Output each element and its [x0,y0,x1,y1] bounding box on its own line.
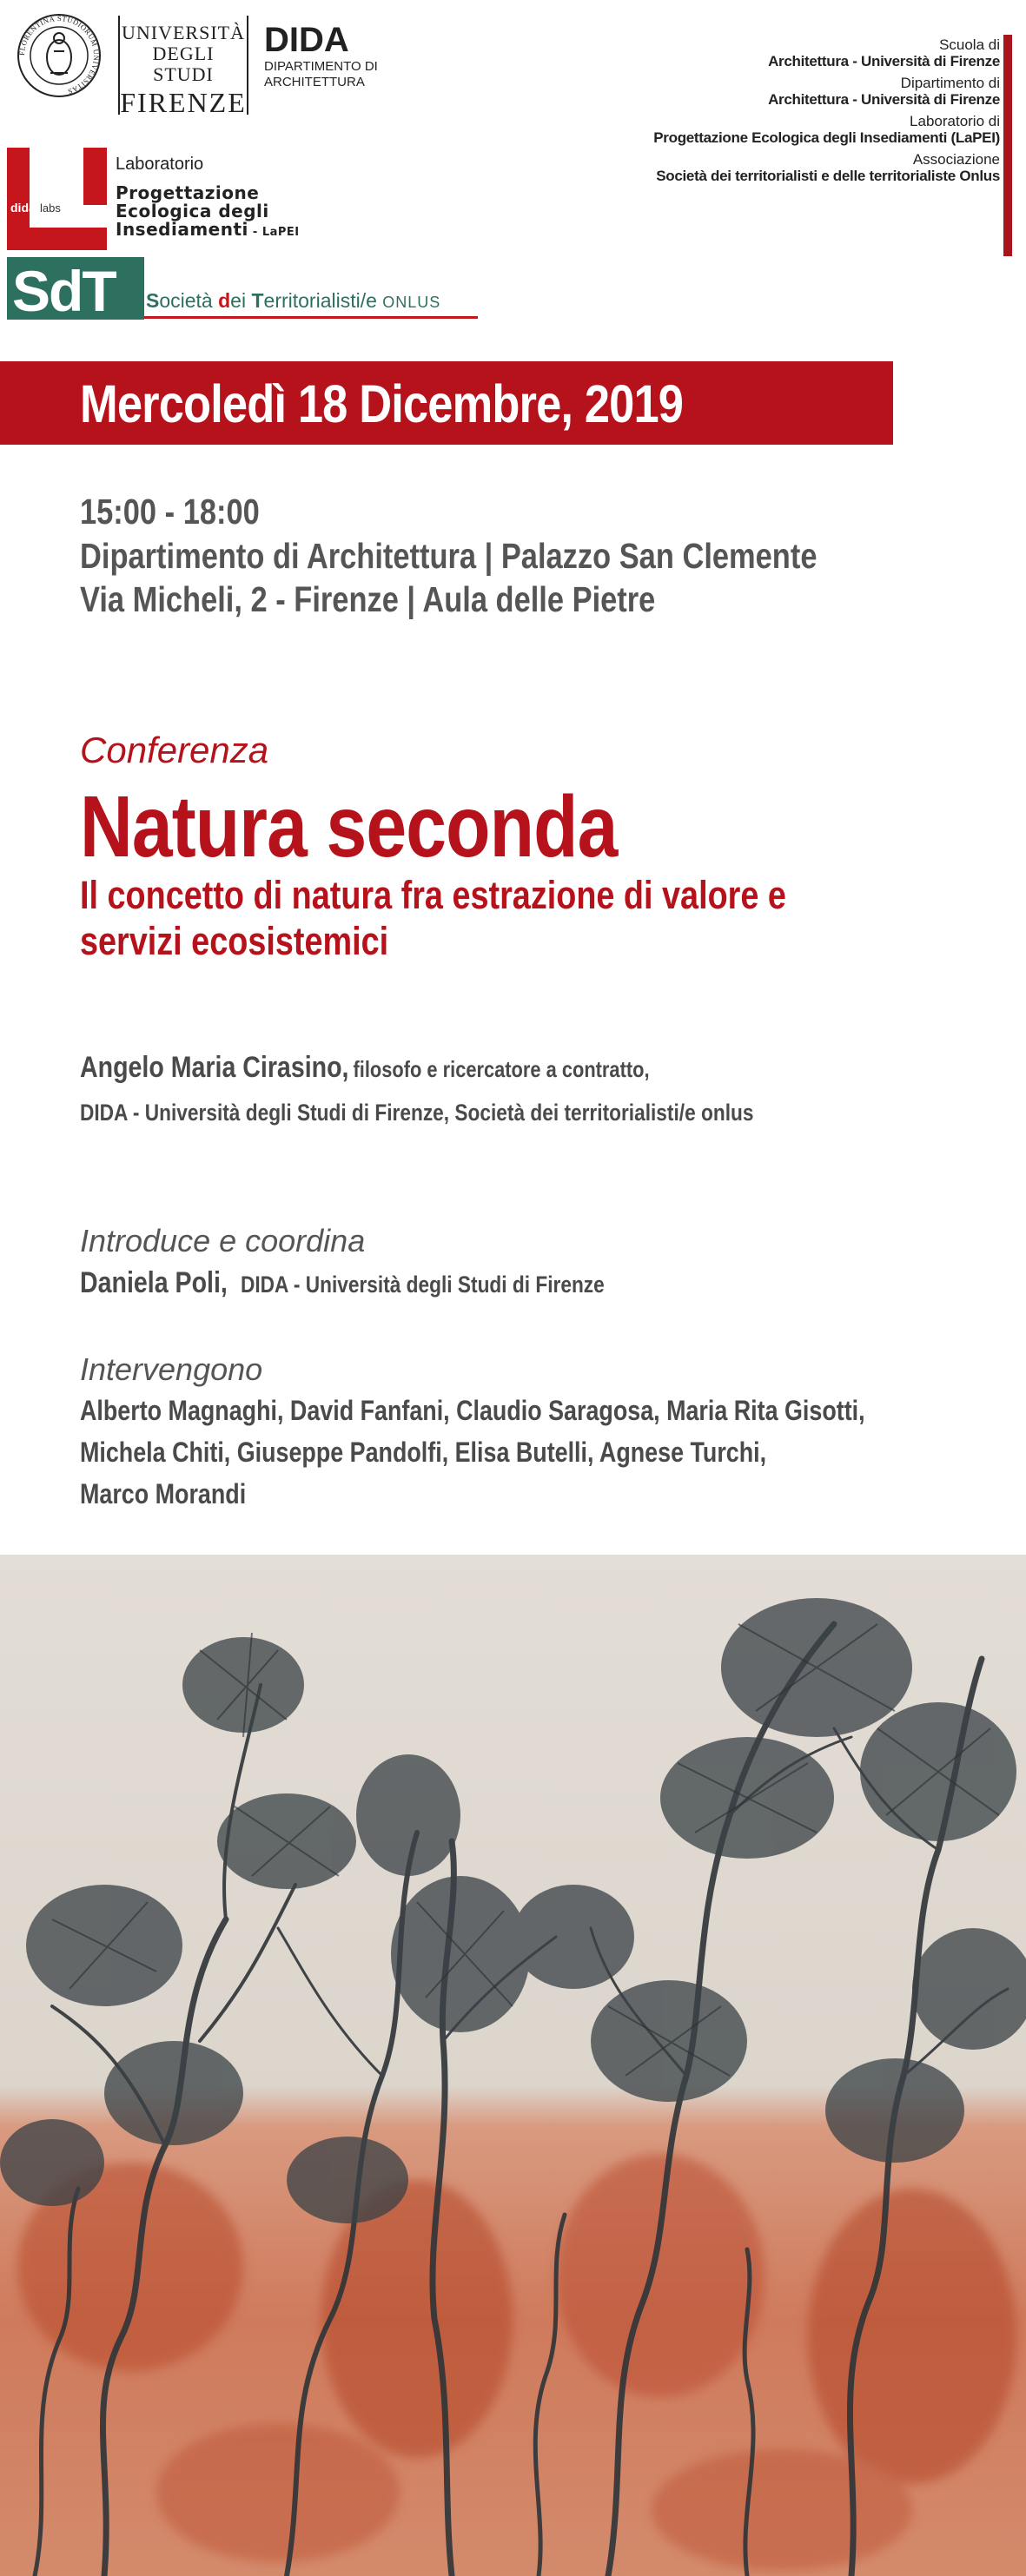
panel-label: Intervengono [80,1351,263,1387]
lapei-line-1: Laboratorio [116,155,204,174]
lapei-line-4-suffix: - LaPEI [248,226,300,239]
introduction-affiliation: DIDA - Università degli Studi di Firenze [240,1271,605,1298]
dida-logo [264,21,378,90]
institution-value-3: Progettazione Ecologica degli Insediamenti (LaPEI) [653,129,1000,146]
institution-label-3: Laboratorio di [910,113,1000,129]
speaker-name: Angelo Maria Cirasino, [80,1051,349,1084]
dida-title: DIDA [264,21,349,59]
speaker-affiliation: DIDA - Università degli Studi di Firenze, Società dei territorialisti/e onlus [80,1100,754,1126]
panel-line-1: Alberto Magnaghi, David Fanfani, Claudio Saragosa, Maria Rita Gisotti, [80,1395,865,1426]
event-place-line-1: Dipartimento di Architettura | Palazzo San Clemente [80,536,817,576]
sdt-ei: ei [230,289,252,312]
university-name [118,16,248,118]
lapei-line-2: Progettazione [116,182,260,203]
institution-label-1: Scuola di [939,36,1000,53]
institutions-list [513,36,1000,184]
event-date: Mercoledì 18 Dicembre, 2019 [80,374,684,433]
sdt-onlus: ONLUS [382,294,441,311]
introduction-label: Introduce e coordina [80,1223,366,1258]
sdt-ocieta: ocietà [159,289,219,312]
university-line-2: DEGLI STUDI [152,43,215,85]
speaker-role: filosofo e ricercatore a contratto, [353,1056,650,1082]
event-place-line-2: Via Micheli, 2 - Firenze | Aula delle Pietre [80,579,656,619]
conference-subtitle-line-1: Il concetto di natura fra estrazione di valore e [80,873,786,917]
sdt-underline [144,316,478,319]
lapei-line-4-main: Insediamenti [116,219,248,240]
lapei-line-4 [116,221,300,241]
sdt-logo-text: SdT [12,259,116,320]
institution-label-4: Associazione [912,151,1000,168]
sdt-s: S [146,289,160,312]
event-time: 15:00 - 18:00 [80,492,260,532]
dida-sub-1: DIPARTIMENTO DI [264,59,378,74]
didalabs-logo [7,148,107,250]
conference-label: Conferenza [80,730,269,770]
artwork-image [0,1555,1026,2576]
conference-subtitle-line-2: servizi ecosistemici [80,919,389,963]
institution-value-1: Architettura - Università di Firenze [768,53,1000,69]
university-seal-logo [16,12,103,99]
institution-value-2: Architettura - Università di Firenze [768,91,1000,108]
didalabs-labs-text: labs [40,201,61,215]
conference-title: Natura seconda [80,778,618,875]
lapei-line-3: Ecologica degli [116,201,269,221]
sdt-name [146,289,440,313]
dida-sub-2: ARCHITETTURA [264,75,365,89]
sdt-logo [7,257,144,320]
sdt-erritorialisti: erritorialisti/e [263,289,383,312]
panel-line-2: Michela Chiti, Giuseppe Pandolfi, Elisa Butelli, Agnese Turchi, [80,1437,767,1468]
introduction-name: Daniela Poli, [80,1266,228,1299]
university-line-1: UNIVERSITÀ [122,22,245,43]
lapei-logo-text [116,153,300,241]
institution-value-4: Società dei territorialisti e delle territorialiste Onlus [656,168,1000,184]
institution-label-2: Dipartimento di [900,75,1000,91]
seal-text: FLORENTINA STUDIORUM UNIVERSITAS [17,13,102,96]
university-line-3: FIRENZE [120,87,247,118]
header-accent-bar [1003,35,1012,256]
speaker-line [80,1051,650,1085]
didalabs-text: dida [10,201,36,215]
panel-line-3: Marco Morandi [80,1478,247,1509]
introduction-line [80,1266,605,1300]
sdt-d: d [218,289,231,312]
sdt-t: T [251,289,264,312]
